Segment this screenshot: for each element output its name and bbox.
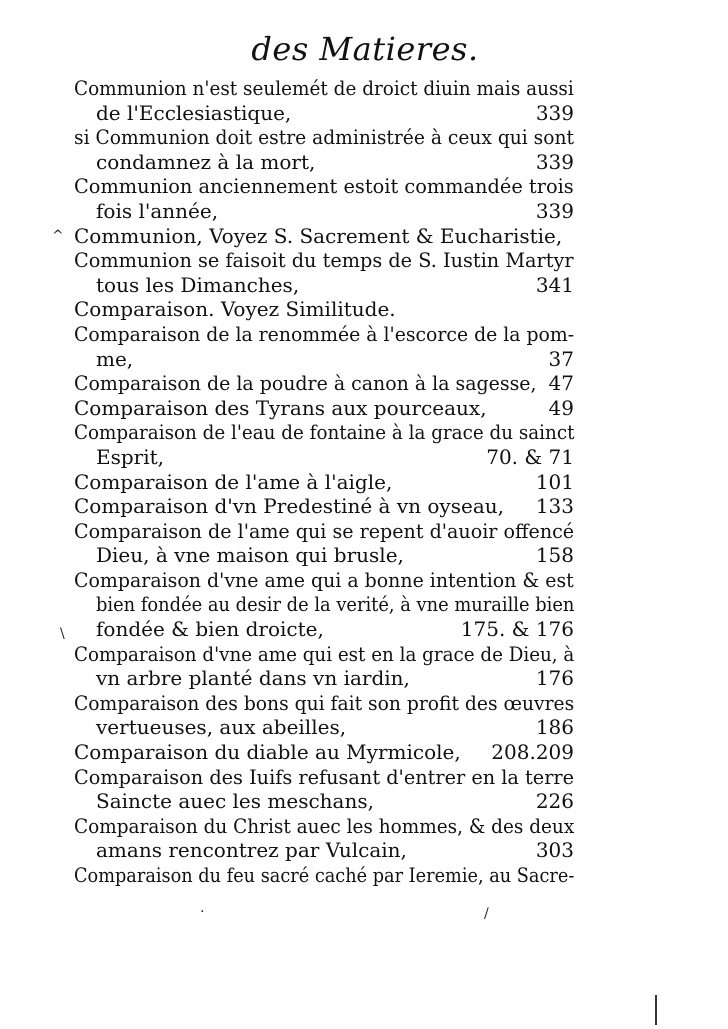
entry-text: bien fondée au desir de la verité, à vne muraille bien (96, 592, 575, 617)
index-line (74, 715, 574, 740)
page-number: 339 (535, 149, 574, 174)
entry-text: Comparaison de l'eau de fontaine à la grace du sainct (74, 420, 575, 445)
index-line (74, 150, 574, 175)
page-number: 49 (548, 395, 574, 420)
index-line (74, 789, 574, 814)
page-number: 303 (535, 838, 574, 863)
entry-text: Communion n'est seulemét de droict diuin mais aussi (74, 76, 574, 100)
entry-text: Comparaison de la poudre à canon à la sagesse, (74, 371, 537, 396)
index-line (74, 396, 574, 421)
index-line (74, 322, 574, 347)
entry-text: me, (96, 346, 134, 371)
page-number: 37 (548, 346, 574, 371)
entry-text: condamnez à la mort, (96, 149, 316, 174)
page-number: 158 (535, 543, 574, 568)
entry-text: Comparaison d'vne ame qui a bonne intention & est (74, 567, 574, 592)
page-number: 226 (535, 789, 574, 814)
index-line (74, 273, 574, 298)
index-line (74, 76, 574, 101)
page-number: 341 (535, 272, 574, 297)
margin-mark: ^ (52, 228, 64, 244)
index-line (74, 125, 574, 150)
entry-text: Communion anciennement estoit commandée trois (74, 174, 574, 199)
page-number: 208.209 (491, 740, 574, 765)
page-edge-line (655, 995, 657, 1025)
entry-text: Dieu, à vne maison qui brusle, (96, 543, 404, 568)
page-number: 101 (535, 469, 574, 494)
entry-text: Comparaison du feu sacré caché par Ieremie, au Sacre- (74, 863, 575, 887)
index-line (74, 592, 574, 617)
margin-mark: / (484, 906, 489, 922)
entry-text: si Communion doit estre administrée à ceux qui sont (74, 125, 575, 150)
index-line (74, 814, 574, 839)
page-number: 186 (535, 715, 574, 740)
entry-text: Comparaison. Voyez Similitude. (74, 297, 396, 322)
index-line (74, 691, 574, 716)
index-line (74, 642, 574, 667)
index-line (74, 765, 574, 790)
entry-text: Comparaison des Iuifs refusant d'entrer en la terre (74, 764, 575, 789)
entry-text: Communion, Voyez S. Sacrement & Eucharistie, (74, 223, 563, 248)
page-number: 70. & 71 (486, 444, 574, 469)
index-line (74, 445, 574, 470)
index-line (74, 838, 574, 863)
entry-text: de l'Ecclesiastique, (96, 100, 292, 125)
entry-text: Comparaison de l'ame qui se repent d'auoir offencé (74, 518, 575, 543)
entry-text: tous les Dimanches, (96, 272, 300, 297)
page-number: 133 (535, 494, 574, 519)
index-list (74, 76, 574, 888)
entry-text: Comparaison des bons qui fait son profit des œuvres (74, 690, 575, 715)
page-number: 339 (535, 198, 574, 223)
entry-text: fois l'année, (96, 198, 219, 223)
index-line (74, 494, 574, 519)
index-line (74, 863, 574, 888)
index-line (74, 617, 574, 642)
index-line (74, 224, 574, 249)
index-line (74, 740, 574, 765)
page-number: 176 (535, 666, 574, 691)
index-line (74, 568, 574, 593)
entry-text: amans rencontrez par Vulcain, (96, 838, 407, 863)
entry-text: vn arbre planté dans vn iardin, (96, 666, 410, 691)
entry-text: Saincte auec les meschans, (96, 789, 374, 814)
entry-text: Comparaison de la renommée à l'escorce de la pom- (74, 321, 575, 346)
entry-text: Comparaison du Christ auec les hommes, & des deux (74, 813, 575, 838)
entry-text: fondée & bien droicte, (96, 617, 324, 642)
index-line (74, 420, 574, 445)
index-line (74, 543, 574, 568)
margin-mark: \ (60, 626, 65, 642)
entry-text: Comparaison des Tyrans aux pourceaux, (74, 395, 487, 420)
index-line (74, 666, 574, 691)
entry-text: Comparaison du diable au Myrmicole, (74, 740, 461, 765)
index-line (74, 371, 574, 396)
page-number: 47 (548, 371, 574, 396)
entry-text: Comparaison d'vn Predestiné à vn oyseau, (74, 494, 504, 519)
entry-text: Esprit, (96, 444, 165, 469)
entry-text: vertueuses, aux abeilles, (96, 715, 347, 740)
entry-text: Communion se faisoit du temps de S. Iustin Martyr (74, 248, 574, 273)
index-line (74, 248, 574, 273)
page-number: 175. & 176 (460, 617, 574, 642)
index-line (74, 297, 574, 322)
entry-text: Comparaison de l'ame à l'aigle, (74, 469, 393, 494)
margin-mark: . (200, 900, 205, 916)
entry-text: Comparaison d'vne ame qui est en la grace de Dieu, à (74, 641, 575, 666)
index-line (74, 101, 574, 126)
index-line (74, 347, 574, 372)
index-line (74, 199, 574, 224)
running-header: des Matieres. (251, 30, 479, 68)
page-number: 339 (535, 100, 574, 125)
index-line (74, 519, 574, 544)
index-line (74, 174, 574, 199)
index-line (74, 470, 574, 495)
